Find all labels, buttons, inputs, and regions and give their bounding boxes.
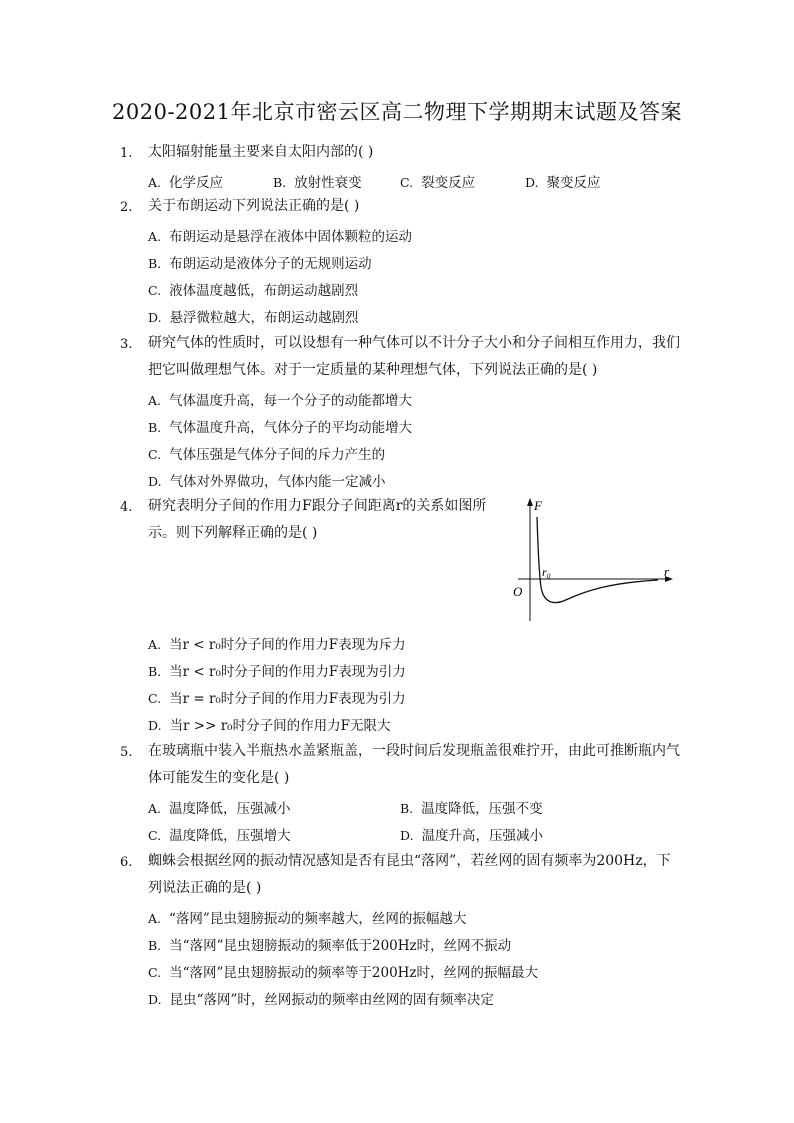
question-number: 2. (120, 200, 133, 215)
option-b: B. 放射性衰变 (273, 175, 362, 191)
option-d: D. 悬浮微粒越大，布朗运动越剧烈 (148, 310, 359, 326)
question-number: 1. (120, 146, 133, 161)
option-d: D. 气体对外界做功，气体内能一定减小 (148, 474, 386, 490)
question-stem-line-2: 示。则下列解释正确的是( ) (148, 525, 318, 541)
question-stem-line-1: 在玻璃瓶中装入半瓶热水盖紧瓶盖，一段时间后发现瓶盖很难拧开，由此可推断瓶内气 (148, 743, 680, 759)
question-stem-line-2: 体可能发生的变化是( ) (148, 770, 290, 786)
option-a: A. 化学反应 (148, 175, 224, 191)
option-c: C. 温度降低，压强增大 (148, 828, 291, 844)
option-a: A. 布朗运动是悬浮在液体中固体颗粒的运动 (148, 229, 413, 245)
option-c: C. 当“落网”昆虫翅膀振动的频率等于200Hz时，丝网的振幅最大 (148, 965, 539, 981)
question-number: 6. (120, 855, 133, 870)
option-c: C. 当r = r₀时分子间的作用力F表现为引力 (148, 691, 406, 707)
question-stem: 太阳辐射能量主要来自太阳内部的( ) (148, 144, 374, 160)
option-b: B. 布朗运动是液体分子的无规则运动 (148, 256, 372, 272)
option-c: C. 裂变反应 (400, 175, 476, 191)
option-c: C. 气体压强是气体分子间的斥力产生的 (148, 447, 386, 463)
option-d: D. 昆虫“落网”时，丝网振动的频率由丝网的固有频率决定 (148, 992, 494, 1008)
x-axis-label: r (664, 564, 670, 579)
force-distance-graph (508, 495, 678, 625)
r0-label: r₀ (542, 565, 551, 579)
option-b: B. 温度降低，压强不变 (400, 801, 543, 817)
question-number: 3. (120, 337, 133, 352)
y-axis-label: F (534, 498, 542, 513)
question-stem-line-2: 列说法正确的是( ) (148, 880, 262, 896)
question-number: 5. (120, 745, 133, 760)
option-c: C. 液体温度越低，布朗运动越剧烈 (148, 283, 359, 299)
question-stem: 关于布朗运动下列说法正确的是( ) (148, 198, 360, 214)
option-b: B. 当r < r₀时分子间的作用力F表现为引力 (148, 664, 406, 680)
question-stem-line-1: 研究表明分子间的作用力F跟分子间距离r的关系如图所 (148, 498, 487, 514)
option-d: D. 聚变反应 (525, 175, 601, 191)
y-axis-arrow (527, 498, 533, 506)
option-d: D. 温度升高，压强减小 (400, 828, 544, 844)
option-b: B. 气体温度升高，气体分子的平均动能增大 (148, 420, 413, 436)
option-a: A. 气体温度升高，每一个分子的动能都增大 (148, 393, 413, 409)
question-stem-line-2: 把它叫做理想气体。对于一定质量的某种理想气体，下列说法正确的是( ) (148, 362, 598, 378)
option-a: A. 温度降低，压强减小 (148, 801, 291, 817)
question-number: 4. (120, 500, 133, 515)
question-stem-line-1: 蜘蛛会根据丝网的振动情况感知是否有昆虫“落网”，若丝网的固有频率为200Hz，下 (148, 853, 671, 869)
option-a: A. 当r < r₀时分子间的作用力F表现为斥力 (148, 637, 406, 653)
page-title: 2020-2021年北京市密云区高二物理下学期期末试题及答案 (112, 100, 682, 124)
origin-label: O (513, 584, 523, 599)
force-curve (537, 517, 658, 603)
option-b: B. 当“落网”昆虫翅膀振动的频率低于200Hz时，丝网不振动 (148, 938, 512, 954)
option-d: D. 当r >> r₀时分子间的作用力F无限大 (148, 718, 391, 734)
question-stem-line-1: 研究气体的性质时，可以设想有一种气体可以不计分子大小和分子间相互作用力，我们 (148, 335, 680, 351)
option-a: A. “落网”昆虫翅膀振动的频率越大，丝网的振幅越大 (148, 911, 467, 927)
